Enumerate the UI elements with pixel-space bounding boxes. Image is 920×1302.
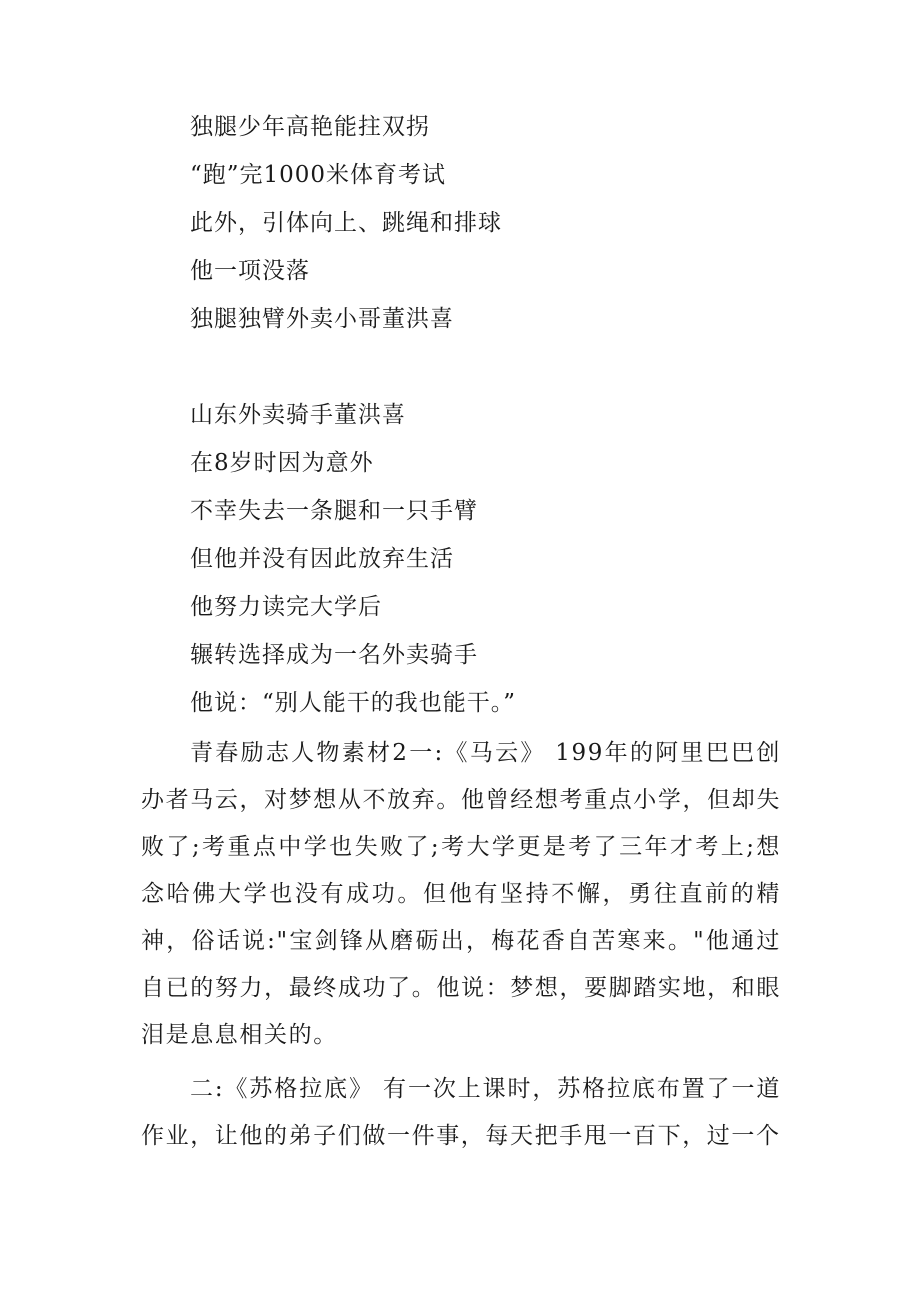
verse-line: 但他并没有因此放弃生活: [190, 546, 454, 572]
verse-line: 辗转选择成为一名外卖骑手: [190, 642, 478, 668]
verse-line: 山东外卖骑手董洪喜: [190, 402, 406, 428]
verse-line: 此外，引体向上、跳绳和排球: [190, 210, 502, 236]
verse-line: 他一项没落: [190, 258, 310, 284]
body-paragraph-socrates: 二:《苏格拉底》 有一次上课时，苏格拉底布置了一道作业，让他的弟子们做一件事，每天把手甩一百下，过一个: [141, 1076, 781, 1149]
verse-line: 独腿独臂外卖小哥董洪喜: [190, 306, 454, 332]
verse-line: 他努力读完大学后: [190, 594, 382, 620]
verse-line: 独腿少年高艳能拄双拐: [190, 114, 430, 140]
verse-line: 在8岁时因为意外: [190, 450, 374, 476]
verse-line: 他说：“别人能干的我也能干。”: [190, 690, 517, 716]
verse-line: “跑”完1000米体育考试: [190, 162, 447, 188]
body-paragraph-mayun: 青春励志人物素材2一:《马云》 199年的阿里巴巴创办者马云，对梦想从不放弃。他曾经想考重点小学，但却失败了;考重点中学也失败了;考大学更是考了三年才考上;想念哈佛大学也没有成功。但他有坚持不懈，勇往直前的精神，俗话说:"宝剑锋从磨砺出，梅花香自苦寒来。"他通过自已的努力，最终成功了。他说：梦想，要脚踏实地，和眼泪是息息相关的。: [141, 740, 781, 1048]
verse-line: 不幸失去一条腿和一只手臂: [190, 498, 478, 524]
